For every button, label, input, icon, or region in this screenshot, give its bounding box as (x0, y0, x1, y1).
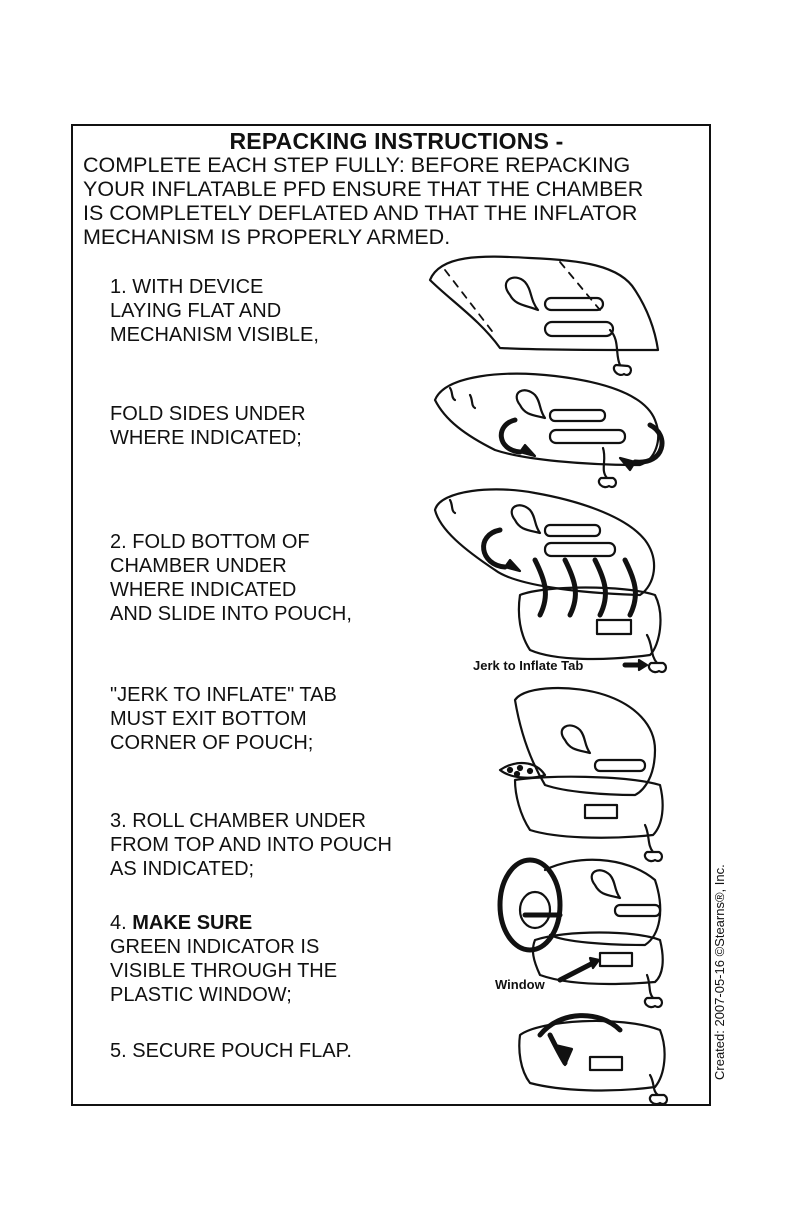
step-line: LAYING FLAT AND (110, 300, 282, 322)
step-line: CHAMBER UNDER (110, 555, 287, 577)
pouch-tab-illustration (495, 680, 675, 860)
step-line: CORNER OF POUCH; (110, 732, 314, 754)
credit-line: Created: 2007-05-16 ©Stearns®, Inc. (712, 864, 727, 1080)
make-sure-emphasis: MAKE SURE (132, 912, 253, 934)
fold-sides-illustration (425, 370, 675, 490)
intro-text (83, 153, 703, 249)
step-line: VISIBLE THROUGH THE (110, 960, 338, 982)
step-4-text (110, 911, 337, 1007)
flat-device-illustration (420, 250, 670, 385)
step-line: 5. SECURE POUCH FLAP. (110, 1040, 352, 1062)
roll-pouch-illustration (495, 850, 675, 1000)
step-line: GREEN INDICATOR IS (110, 936, 320, 958)
step-line: 1. WITH DEVICE (110, 276, 264, 298)
step-3-text (110, 809, 392, 881)
step-5-text (110, 1039, 352, 1063)
page-title: REPACKING INSTRUCTIONS - (229, 128, 564, 154)
step-line: WHERE INDICATED; (110, 427, 302, 449)
step-line: MUST EXIT BOTTOM (110, 708, 307, 730)
step-1-text (110, 275, 319, 347)
step-line: AND SLIDE INTO POUCH, (110, 603, 352, 625)
step-line: MECHANISM VISIBLE, (110, 324, 319, 346)
step-line: FOLD SIDES UNDER (110, 403, 306, 425)
step-line: 3. ROLL CHAMBER UNDER (110, 810, 366, 832)
step-line: 2. FOLD BOTTOM OF (110, 531, 310, 553)
step-1-fold-text (110, 402, 306, 450)
step-line: "JERK TO INFLATE" TAB (110, 684, 337, 706)
jerk-tab-label: Jerk to Inflate Tab (473, 658, 584, 673)
step-line: FROM TOP AND INTO POUCH (110, 834, 392, 856)
intro-line: IS COMPLETELY DEFLATED AND THAT THE INFLATOR (83, 201, 638, 225)
step-2-text (110, 530, 352, 626)
step-line: WHERE INDICATED (110, 579, 297, 601)
window-label: Window (495, 977, 545, 992)
step-line: PLASTIC WINDOW; (110, 984, 292, 1006)
intro-line: COMPLETE EACH STEP FULLY: BEFORE REPACKING (83, 153, 631, 177)
step-2-tab-text (110, 683, 337, 755)
intro-line: MECHANISM IS PROPERLY ARMED. (83, 225, 451, 249)
intro-line: YOUR INFLATABLE PFD ENSURE THAT THE CHAMBER (83, 177, 644, 201)
step-number: 4. (110, 912, 133, 934)
secure-flap-illustration (510, 1005, 675, 1105)
step-line: AS INDICATED; (110, 858, 255, 880)
fold-bottom-illustration (425, 485, 675, 675)
